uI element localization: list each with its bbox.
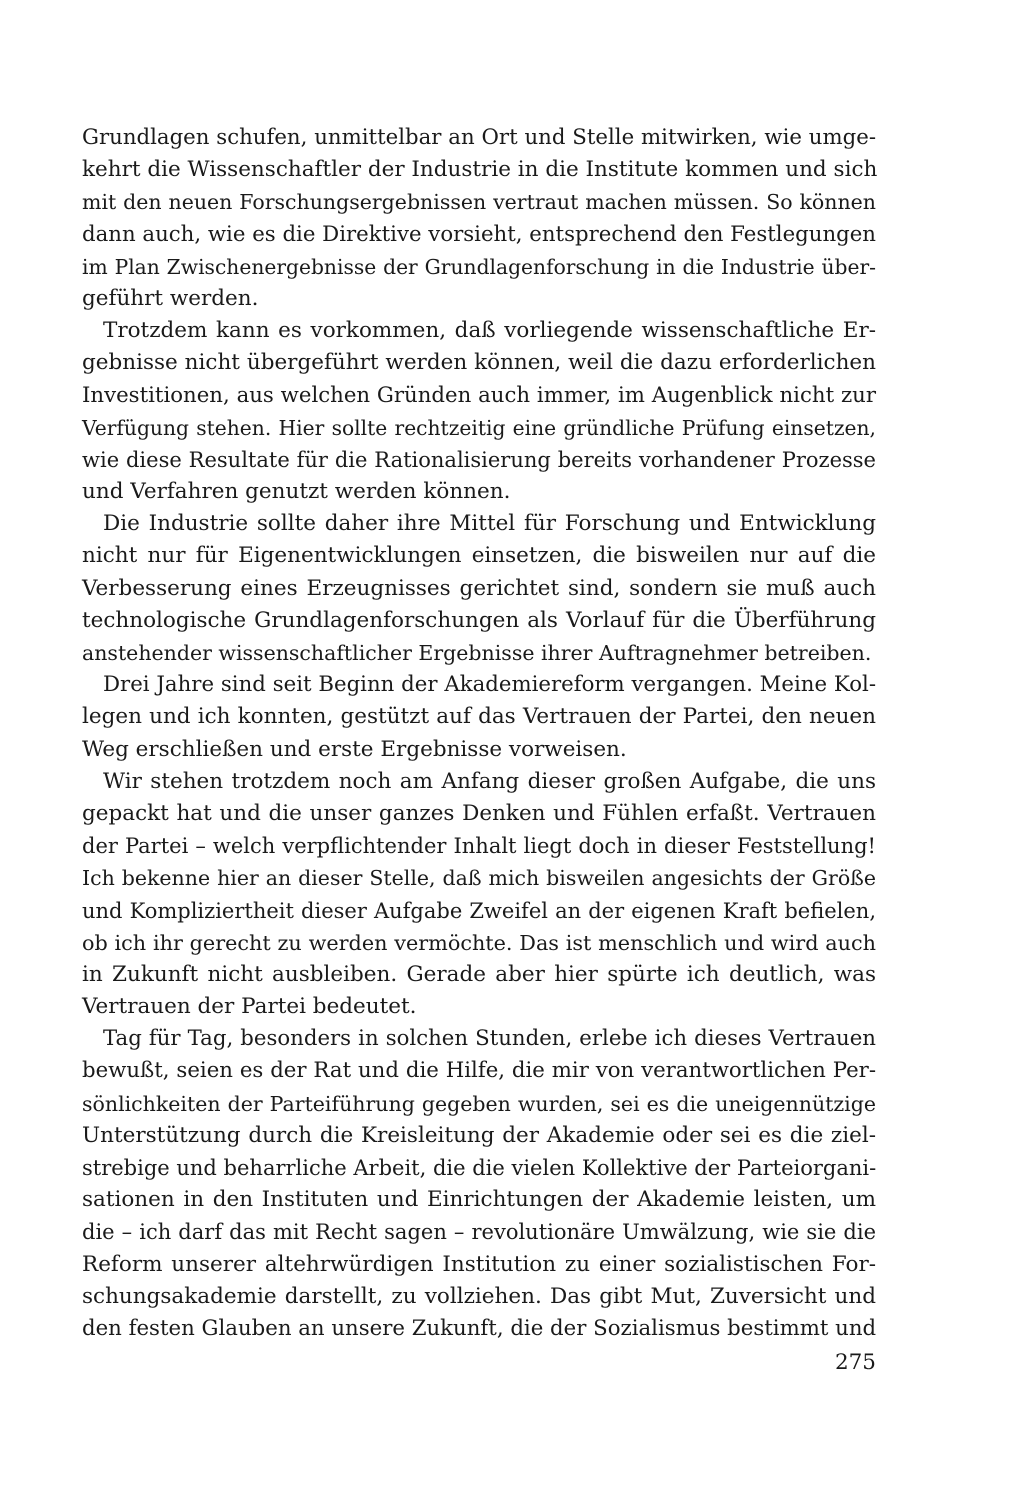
text-line: anstehender wissenschaftlicher Ergebnisse ihrer Auftragnehmer betreiben.	[82, 641, 872, 665]
text-line: kehrt die Wissenschaftler der Industrie in die Institute kommen und sich	[82, 157, 878, 183]
text-line: und Verfahren genutzt werden können.	[82, 479, 511, 505]
text-line: strebige und beharrliche Arbeit, die die vielen Kollektive der Parteiorgani-	[82, 1156, 877, 1180]
text-line: bewußt, seien es der Rat und die Hilfe, die mir von verantwortlichen Per-	[82, 1058, 876, 1084]
text-line: Investitionen, aus welchen Gründen auch immer, im Augenblick nicht zur	[82, 382, 876, 408]
text-line: sönlichkeiten der Parteiführung gegeben wurden, sei es die uneigennützige	[82, 1091, 876, 1116]
text-line: ob ich ihr gerecht zu werden vermöchte. Das ist menschlich und wird auch	[82, 930, 876, 955]
text-line: legen und ich konnten, gestützt auf das Vertrauen der Partei, den neuen	[82, 704, 876, 730]
text-line: und Kompliziertheit dieser Aufgabe Zweifel an der eigenen Kraft befielen,	[82, 898, 876, 923]
paragraph	[82, 315, 876, 508]
text-line: Ich bekenne hier an dieser Stelle, daß mich bisweilen angesichts der Größe	[82, 866, 876, 891]
text-line: gepackt hat und die unser ganzes Denken und Fühlen erfaßt. Vertrauen	[82, 800, 876, 826]
text-line: Weg erschließen und erste Ergebnisse vorweisen.	[82, 736, 627, 762]
text-line: wie diese Resultate für die Rationalisierung bereits vorhandener Prozesse	[82, 447, 876, 472]
text-line: den festen Glauben an unsere Zukunft, die der Sozialismus bestimmt und	[82, 1315, 877, 1341]
text-line: Verbesserung eines Erzeugnisses gerichtet sind, sondern sie muß auch	[82, 575, 876, 601]
text-line: gebnisse nicht übergeführt werden können, weil die dazu erforderlichen	[82, 350, 876, 376]
body-text	[82, 122, 876, 1345]
text-line: schungsakademie darstellt, zu vollziehen. Das gibt Mut, Zuversicht und	[82, 1283, 876, 1309]
paragraph	[82, 766, 876, 1024]
text-line: Grundlagen schufen, unmittelbar an Ort und Stelle mitwirken, wie umge-	[82, 125, 876, 150]
text-line: Unterstützung durch die Kreisleitung der Akademie oder sei es die ziel-	[82, 1122, 876, 1148]
text-line: in Zukunft nicht ausbleiben. Gerade aber hier spürte ich deutlich, was	[82, 961, 876, 987]
text-line: Wir stehen trotzdem noch am Anfang dieser großen Aufgabe, die uns	[103, 768, 876, 794]
paragraph	[82, 669, 876, 766]
text-line: die – ich darf das mit Recht sagen – revolutionäre Umwälzung, wie sie die	[82, 1220, 876, 1245]
text-line: Tag für Tag, besonders in solchen Stunden, erlebe ich dieses Vertrauen	[103, 1026, 876, 1052]
text-line: mit den neuen Forschungsergebnissen vertraut machen müssen. So können	[82, 190, 876, 215]
page-number: 275	[834, 1350, 876, 1375]
text-line: Die Industrie sollte daher ihre Mittel für Forschung und Entwicklung	[103, 511, 876, 537]
text-line: Drei Jahre sind seit Beginn der Akademiereform vergangen. Meine Kol-	[103, 672, 876, 698]
text-line: Vertrauen der Partei bedeutet.	[82, 994, 417, 1020]
text-line: sationen in den Instituten und Einrichtungen der Akademie leisten, um	[82, 1187, 876, 1213]
paragraph	[82, 122, 876, 315]
text-line: nicht nur für Eigenentwicklungen einsetzen, die bisweilen nur auf die	[82, 543, 876, 569]
text-line: Trotzdem kann es vorkommen, daß vorliegende wissenschaftliche Er-	[103, 318, 876, 344]
text-line: der Partei – welch verpflichtender Inhalt liegt doch in dieser Feststellung!	[82, 834, 876, 859]
text-line: Reform unserer altehrwürdigen Institution zu einer sozialistischen For-	[82, 1251, 876, 1277]
paragraph	[82, 1023, 876, 1345]
paragraph	[82, 508, 876, 669]
text-line: technologische Grundlagenforschungen als Vorlauf für die Überführung	[82, 607, 876, 633]
text-line: dann auch, wie es die Direktive vorsieht, entsprechend den Festlegungen	[82, 221, 876, 247]
text-line: Verfügung stehen. Hier sollte rechtzeitig eine gründliche Prüfung einsetzen,	[82, 415, 876, 440]
text-line: geführt werden.	[82, 285, 259, 311]
text-line: im Plan Zwischenergebnisse der Grundlagenforschung in die Industrie über-	[82, 254, 876, 279]
